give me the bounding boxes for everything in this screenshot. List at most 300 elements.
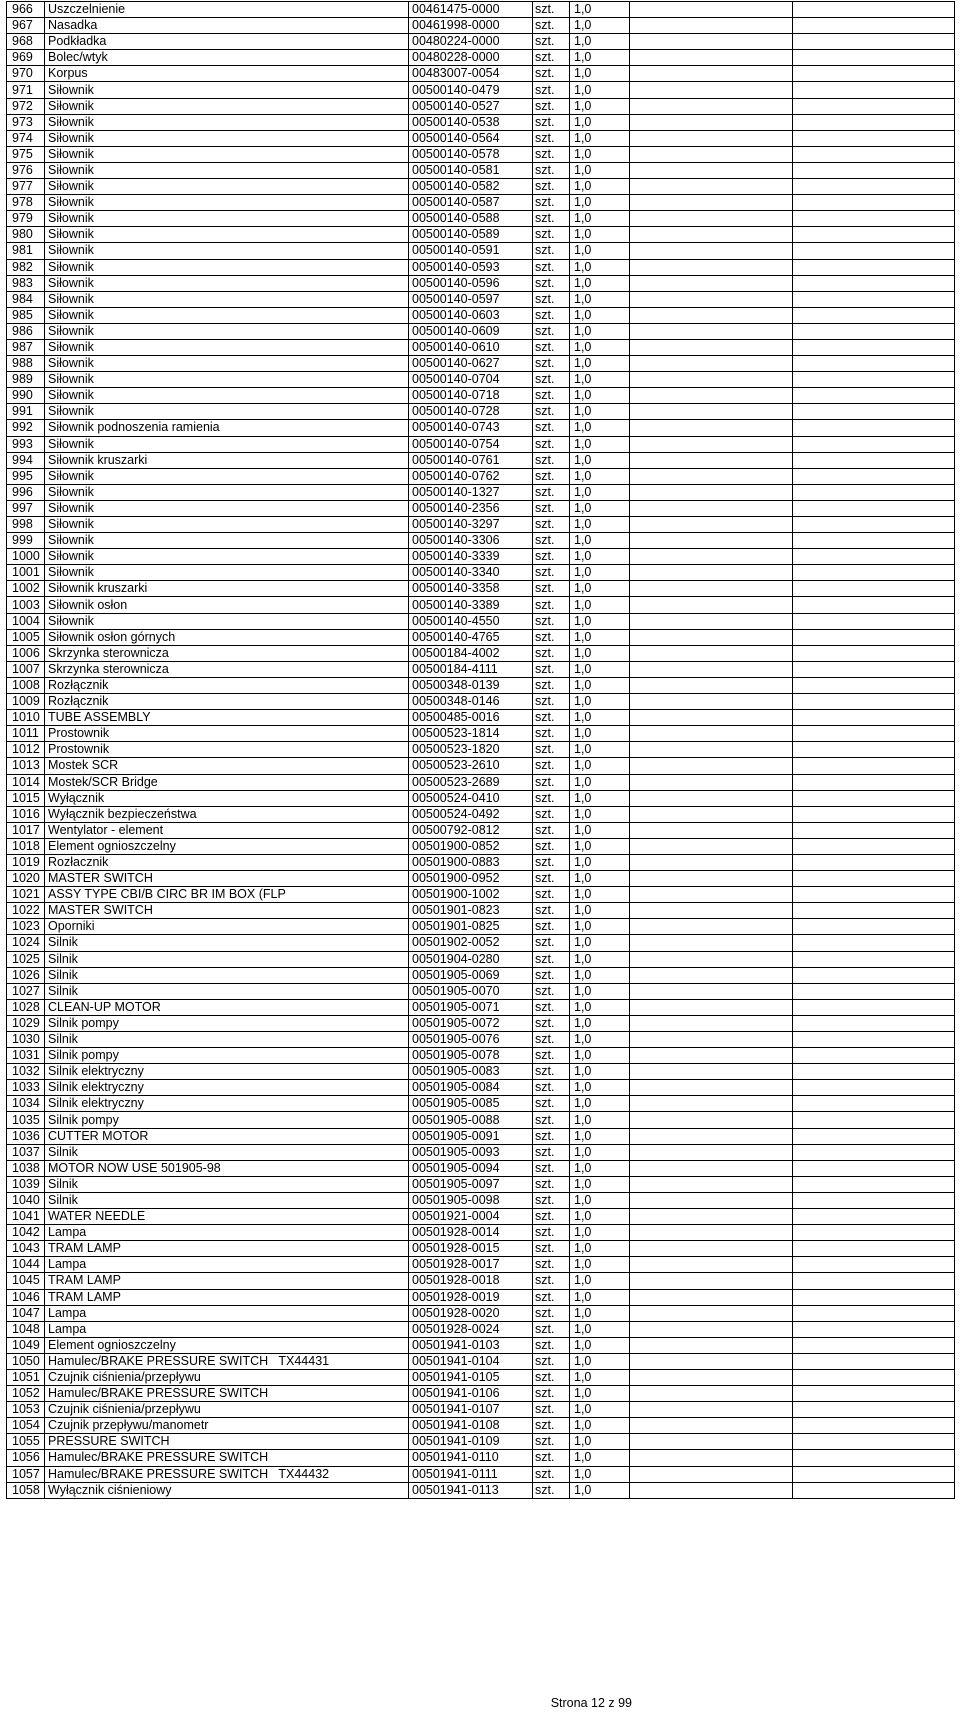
- cell-part-name: WATER NEEDLE: [45, 1209, 409, 1225]
- cell-empty: [630, 1064, 793, 1080]
- table-row: [7, 179, 955, 195]
- cell-unit: szt.: [533, 18, 570, 34]
- cell-empty: [793, 1466, 955, 1482]
- cell-part-index: 00500140-0588: [409, 211, 533, 227]
- cell-row-number: 1032: [7, 1064, 45, 1080]
- cell-empty: [630, 742, 793, 758]
- table-row: [7, 999, 955, 1015]
- cell-empty: [793, 1386, 955, 1402]
- cell-part-name: Lampa: [45, 1257, 409, 1273]
- cell-quantity: 1,0: [570, 436, 630, 452]
- table-row: [7, 887, 955, 903]
- cell-unit: szt.: [533, 1482, 570, 1498]
- cell-part-name: Silnik: [45, 1144, 409, 1160]
- cell-unit: szt.: [533, 307, 570, 323]
- cell-empty: [630, 1402, 793, 1418]
- cell-unit: szt.: [533, 822, 570, 838]
- cell-unit: szt.: [533, 50, 570, 66]
- cell-row-number: 976: [7, 162, 45, 178]
- cell-part-index: 00501905-0085: [409, 1096, 533, 1112]
- cell-part-name: Silnik: [45, 1192, 409, 1208]
- cell-empty: [630, 468, 793, 484]
- cell-empty: [793, 999, 955, 1015]
- cell-part-index: 00500524-0410: [409, 790, 533, 806]
- cell-part-name: Hamulec/BRAKE PRESSURE SWITCH: [45, 1450, 409, 1466]
- cell-part-index: 00500523-2689: [409, 774, 533, 790]
- cell-part-index: 00501901-0823: [409, 903, 533, 919]
- cell-unit: szt.: [533, 1225, 570, 1241]
- table-row: [7, 1273, 955, 1289]
- parts-table-body: [7, 2, 955, 1499]
- cell-unit: szt.: [533, 179, 570, 195]
- cell-unit: szt.: [533, 243, 570, 259]
- cell-row-number: 1051: [7, 1369, 45, 1385]
- cell-row-number: 1004: [7, 613, 45, 629]
- cell-unit: szt.: [533, 1209, 570, 1225]
- cell-empty: [793, 1434, 955, 1450]
- cell-part-index: 00500140-0704: [409, 372, 533, 388]
- cell-unit: szt.: [533, 436, 570, 452]
- cell-row-number: 985: [7, 307, 45, 323]
- cell-part-index: 00501928-0018: [409, 1273, 533, 1289]
- cell-part-index: 00500140-2356: [409, 500, 533, 516]
- cell-part-index: 00500184-4002: [409, 645, 533, 661]
- cell-empty: [793, 1064, 955, 1080]
- cell-part-name: Siłownik: [45, 82, 409, 98]
- cell-part-index: 00500523-1820: [409, 742, 533, 758]
- cell-empty: [630, 484, 793, 500]
- cell-unit: szt.: [533, 726, 570, 742]
- cell-empty: [630, 935, 793, 951]
- cell-empty: [793, 661, 955, 677]
- cell-quantity: 1,0: [570, 195, 630, 211]
- cell-empty: [793, 1305, 955, 1321]
- cell-part-index: 00501905-0097: [409, 1176, 533, 1192]
- cell-empty: [793, 1176, 955, 1192]
- cell-empty: [630, 1466, 793, 1482]
- cell-part-index: 00501928-0020: [409, 1305, 533, 1321]
- cell-row-number: 993: [7, 436, 45, 452]
- cell-empty: [793, 694, 955, 710]
- cell-empty: [793, 838, 955, 854]
- cell-quantity: 1,0: [570, 1369, 630, 1385]
- cell-unit: szt.: [533, 34, 570, 50]
- cell-row-number: 1005: [7, 629, 45, 645]
- cell-empty: [793, 790, 955, 806]
- cell-unit: szt.: [533, 1112, 570, 1128]
- cell-part-index: 00500140-4550: [409, 613, 533, 629]
- cell-empty: [630, 66, 793, 82]
- cell-quantity: 1,0: [570, 887, 630, 903]
- cell-unit: szt.: [533, 162, 570, 178]
- cell-quantity: 1,0: [570, 1015, 630, 1031]
- cell-part-name: Siłownik: [45, 179, 409, 195]
- cell-part-index: 00501905-0088: [409, 1112, 533, 1128]
- cell-empty: [793, 517, 955, 533]
- cell-empty: [630, 597, 793, 613]
- cell-unit: szt.: [533, 1450, 570, 1466]
- cell-quantity: 1,0: [570, 822, 630, 838]
- cell-row-number: 982: [7, 259, 45, 275]
- cell-unit: szt.: [533, 1305, 570, 1321]
- cell-unit: szt.: [533, 1032, 570, 1048]
- cell-row-number: 974: [7, 130, 45, 146]
- cell-part-index: 00501941-0107: [409, 1402, 533, 1418]
- table-row: [7, 1015, 955, 1031]
- cell-empty: [793, 388, 955, 404]
- cell-part-index: 00500140-0743: [409, 420, 533, 436]
- cell-part-name: Element ognioszczelny: [45, 838, 409, 854]
- cell-quantity: 1,0: [570, 871, 630, 887]
- table-row: [7, 356, 955, 372]
- table-row: [7, 18, 955, 34]
- table-row: [7, 146, 955, 162]
- cell-empty: [630, 790, 793, 806]
- cell-quantity: 1,0: [570, 742, 630, 758]
- cell-part-index: 00501941-0109: [409, 1434, 533, 1450]
- table-row: [7, 243, 955, 259]
- table-row: [7, 1128, 955, 1144]
- cell-part-index: 00501941-0105: [409, 1369, 533, 1385]
- cell-part-name: Siłownik: [45, 323, 409, 339]
- cell-empty: [630, 50, 793, 66]
- cell-part-name: Siłownik: [45, 613, 409, 629]
- cell-unit: szt.: [533, 1048, 570, 1064]
- cell-row-number: 1050: [7, 1353, 45, 1369]
- cell-part-index: 00500140-3358: [409, 581, 533, 597]
- table-row: [7, 565, 955, 581]
- cell-quantity: 1,0: [570, 629, 630, 645]
- cell-empty: [793, 1080, 955, 1096]
- cell-part-index: 00500140-0718: [409, 388, 533, 404]
- cell-quantity: 1,0: [570, 806, 630, 822]
- cell-part-name: Silnik pompy: [45, 1048, 409, 1064]
- cell-quantity: 1,0: [570, 162, 630, 178]
- cell-empty: [793, 1418, 955, 1434]
- cell-row-number: 973: [7, 114, 45, 130]
- cell-quantity: 1,0: [570, 1466, 630, 1482]
- cell-unit: szt.: [533, 484, 570, 500]
- cell-part-index: 00501941-0110: [409, 1450, 533, 1466]
- cell-unit: szt.: [533, 1257, 570, 1273]
- cell-row-number: 1017: [7, 822, 45, 838]
- cell-unit: szt.: [533, 259, 570, 275]
- cell-unit: szt.: [533, 565, 570, 581]
- cell-row-number: 1052: [7, 1386, 45, 1402]
- cell-empty: [793, 1482, 955, 1498]
- cell-quantity: 1,0: [570, 838, 630, 854]
- cell-unit: szt.: [533, 1176, 570, 1192]
- table-row: [7, 1048, 955, 1064]
- cell-row-number: 1040: [7, 1192, 45, 1208]
- cell-part-index: 00501904-0280: [409, 951, 533, 967]
- table-row: [7, 677, 955, 693]
- cell-part-name: Siłownik: [45, 307, 409, 323]
- cell-row-number: 1029: [7, 1015, 45, 1031]
- cell-empty: [793, 162, 955, 178]
- cell-row-number: 1043: [7, 1241, 45, 1257]
- cell-part-name: Siłownik kruszarki: [45, 581, 409, 597]
- cell-empty: [793, 468, 955, 484]
- cell-empty: [793, 983, 955, 999]
- cell-unit: szt.: [533, 790, 570, 806]
- cell-empty: [793, 1289, 955, 1305]
- cell-quantity: 1,0: [570, 919, 630, 935]
- table-row: [7, 1353, 955, 1369]
- cell-row-number: 989: [7, 372, 45, 388]
- cell-part-index: 00501928-0014: [409, 1225, 533, 1241]
- cell-unit: szt.: [533, 468, 570, 484]
- cell-part-name: Prostownik: [45, 726, 409, 742]
- table-row: [7, 1080, 955, 1096]
- cell-unit: szt.: [533, 1160, 570, 1176]
- cell-unit: szt.: [533, 838, 570, 854]
- cell-part-index: 00500140-3339: [409, 549, 533, 565]
- cell-part-index: 00500485-0016: [409, 710, 533, 726]
- cell-row-number: 968: [7, 34, 45, 50]
- table-row: [7, 211, 955, 227]
- cell-empty: [630, 243, 793, 259]
- cell-empty: [630, 275, 793, 291]
- cell-row-number: 1019: [7, 854, 45, 870]
- cell-empty: [630, 1369, 793, 1385]
- cell-part-name: Siłownik: [45, 404, 409, 420]
- cell-part-name: PRESSURE SWITCH: [45, 1434, 409, 1450]
- cell-unit: szt.: [533, 211, 570, 227]
- cell-unit: szt.: [533, 372, 570, 388]
- table-row: [7, 1418, 955, 1434]
- cell-part-index: 00500140-0603: [409, 307, 533, 323]
- cell-part-name: Silnik: [45, 1032, 409, 1048]
- cell-row-number: 967: [7, 18, 45, 34]
- cell-unit: szt.: [533, 629, 570, 645]
- cell-row-number: 1037: [7, 1144, 45, 1160]
- cell-quantity: 1,0: [570, 581, 630, 597]
- cell-empty: [793, 710, 955, 726]
- page-number: Strona 12 z 99: [550, 1696, 632, 1710]
- cell-unit: szt.: [533, 1321, 570, 1337]
- table-row: [7, 694, 955, 710]
- cell-quantity: 1,0: [570, 1273, 630, 1289]
- cell-row-number: 970: [7, 66, 45, 82]
- cell-row-number: 1044: [7, 1257, 45, 1273]
- table-row: [7, 1305, 955, 1321]
- cell-empty: [630, 661, 793, 677]
- cell-empty: [793, 98, 955, 114]
- cell-row-number: 1039: [7, 1176, 45, 1192]
- cell-unit: szt.: [533, 999, 570, 1015]
- cell-unit: szt.: [533, 1289, 570, 1305]
- cell-empty: [630, 951, 793, 967]
- cell-part-name: Siłownik: [45, 484, 409, 500]
- cell-empty: [630, 967, 793, 983]
- cell-part-index: 00501928-0015: [409, 1241, 533, 1257]
- table-row: [7, 1434, 955, 1450]
- cell-unit: szt.: [533, 1466, 570, 1482]
- cell-empty: [630, 1273, 793, 1289]
- table-row: [7, 822, 955, 838]
- cell-empty: [630, 82, 793, 98]
- cell-row-number: 1021: [7, 887, 45, 903]
- cell-empty: [793, 50, 955, 66]
- cell-row-number: 1058: [7, 1482, 45, 1498]
- table-row: [7, 838, 955, 854]
- cell-empty: [630, 323, 793, 339]
- cell-row-number: 986: [7, 323, 45, 339]
- cell-part-name: Hamulec/BRAKE PRESSURE SWITCH TX44432: [45, 1466, 409, 1482]
- cell-empty: [793, 82, 955, 98]
- cell-quantity: 1,0: [570, 758, 630, 774]
- cell-empty: [793, 452, 955, 468]
- cell-empty: [630, 774, 793, 790]
- cell-row-number: 992: [7, 420, 45, 436]
- cell-part-name: Czujnik ciśnienia/przepływu: [45, 1402, 409, 1418]
- cell-part-index: 00500184-4111: [409, 661, 533, 677]
- cell-empty: [793, 2, 955, 18]
- cell-row-number: 1053: [7, 1402, 45, 1418]
- cell-quantity: 1,0: [570, 854, 630, 870]
- cell-empty: [793, 1257, 955, 1273]
- cell-row-number: 995: [7, 468, 45, 484]
- cell-part-name: Silnik elektryczny: [45, 1080, 409, 1096]
- cell-unit: szt.: [533, 903, 570, 919]
- cell-part-index: 00501928-0017: [409, 1257, 533, 1273]
- cell-row-number: 991: [7, 404, 45, 420]
- cell-part-index: 00501941-0108: [409, 1418, 533, 1434]
- cell-part-index: 00500140-0597: [409, 291, 533, 307]
- cell-row-number: 997: [7, 500, 45, 516]
- cell-empty: [793, 677, 955, 693]
- cell-empty: [793, 323, 955, 339]
- cell-empty: [793, 565, 955, 581]
- cell-part-index: 00501905-0083: [409, 1064, 533, 1080]
- cell-row-number: 1026: [7, 967, 45, 983]
- cell-empty: [793, 66, 955, 82]
- cell-empty: [630, 1160, 793, 1176]
- table-row: [7, 919, 955, 935]
- cell-quantity: 1,0: [570, 307, 630, 323]
- cell-quantity: 1,0: [570, 1402, 630, 1418]
- cell-unit: szt.: [533, 1015, 570, 1031]
- cell-empty: [630, 645, 793, 661]
- table-row: [7, 323, 955, 339]
- cell-empty: [793, 1369, 955, 1385]
- cell-quantity: 1,0: [570, 967, 630, 983]
- cell-empty: [793, 1273, 955, 1289]
- cell-empty: [793, 18, 955, 34]
- cell-unit: szt.: [533, 983, 570, 999]
- cell-empty: [630, 1225, 793, 1241]
- cell-part-name: Mostek SCR: [45, 758, 409, 774]
- cell-empty: [630, 1289, 793, 1305]
- cell-quantity: 1,0: [570, 404, 630, 420]
- table-row: [7, 806, 955, 822]
- cell-part-index: 00500140-0587: [409, 195, 533, 211]
- cell-empty: [630, 356, 793, 372]
- cell-empty: [793, 629, 955, 645]
- cell-empty: [793, 114, 955, 130]
- cell-part-index: 00500140-0610: [409, 339, 533, 355]
- cell-part-name: Siłownik: [45, 114, 409, 130]
- table-row: [7, 259, 955, 275]
- cell-part-name: Siłownik: [45, 533, 409, 549]
- cell-empty: [793, 951, 955, 967]
- cell-part-index: 00500140-3306: [409, 533, 533, 549]
- cell-empty: [630, 34, 793, 50]
- cell-quantity: 1,0: [570, 500, 630, 516]
- cell-empty: [793, 1032, 955, 1048]
- cell-row-number: 1020: [7, 871, 45, 887]
- cell-quantity: 1,0: [570, 356, 630, 372]
- cell-row-number: 998: [7, 517, 45, 533]
- cell-part-name: Wyłącznik ciśnieniowy: [45, 1482, 409, 1498]
- cell-empty: [630, 162, 793, 178]
- cell-empty: [793, 1450, 955, 1466]
- cell-row-number: 1034: [7, 1096, 45, 1112]
- cell-row-number: 972: [7, 98, 45, 114]
- cell-part-name: Siłownik: [45, 517, 409, 533]
- cell-part-name: Siłownik: [45, 243, 409, 259]
- cell-empty: [793, 259, 955, 275]
- cell-empty: [793, 613, 955, 629]
- cell-part-index: 00500140-0581: [409, 162, 533, 178]
- cell-quantity: 1,0: [570, 130, 630, 146]
- cell-part-name: Silnik pompy: [45, 1112, 409, 1128]
- cell-part-index: 00500140-4765: [409, 629, 533, 645]
- cell-row-number: 1022: [7, 903, 45, 919]
- cell-part-name: TUBE ASSEMBLY: [45, 710, 409, 726]
- table-row: [7, 1225, 955, 1241]
- cell-empty: [630, 18, 793, 34]
- cell-empty: [793, 1402, 955, 1418]
- cell-empty: [793, 372, 955, 388]
- table-row: [7, 275, 955, 291]
- cell-quantity: 1,0: [570, 533, 630, 549]
- cell-part-index: 00500140-0578: [409, 146, 533, 162]
- cell-empty: [793, 854, 955, 870]
- cell-part-index: 00461475-0000: [409, 2, 533, 18]
- cell-quantity: 1,0: [570, 114, 630, 130]
- table-row: [7, 1176, 955, 1192]
- cell-row-number: 983: [7, 275, 45, 291]
- cell-empty: [630, 452, 793, 468]
- cell-empty: [793, 581, 955, 597]
- cell-row-number: 1012: [7, 742, 45, 758]
- table-row: [7, 1369, 955, 1385]
- cell-row-number: 1046: [7, 1289, 45, 1305]
- cell-part-name: Silnik elektryczny: [45, 1064, 409, 1080]
- cell-empty: [793, 903, 955, 919]
- cell-part-index: 00501900-0852: [409, 838, 533, 854]
- cell-unit: szt.: [533, 339, 570, 355]
- cell-part-index: 00501905-0071: [409, 999, 533, 1015]
- cell-part-index: 00480228-0000: [409, 50, 533, 66]
- cell-part-index: 00501901-0825: [409, 919, 533, 935]
- cell-quantity: 1,0: [570, 388, 630, 404]
- cell-part-index: 00501941-0104: [409, 1353, 533, 1369]
- cell-quantity: 1,0: [570, 1305, 630, 1321]
- table-row: [7, 1160, 955, 1176]
- table-row: [7, 710, 955, 726]
- cell-part-name: Siłownik: [45, 195, 409, 211]
- cell-row-number: 1055: [7, 1434, 45, 1450]
- cell-part-name: Siłownik: [45, 339, 409, 355]
- cell-unit: szt.: [533, 500, 570, 516]
- table-row: [7, 1096, 955, 1112]
- table-row: [7, 1192, 955, 1208]
- cell-part-name: Mostek/SCR Bridge: [45, 774, 409, 790]
- cell-part-index: 00500792-0812: [409, 822, 533, 838]
